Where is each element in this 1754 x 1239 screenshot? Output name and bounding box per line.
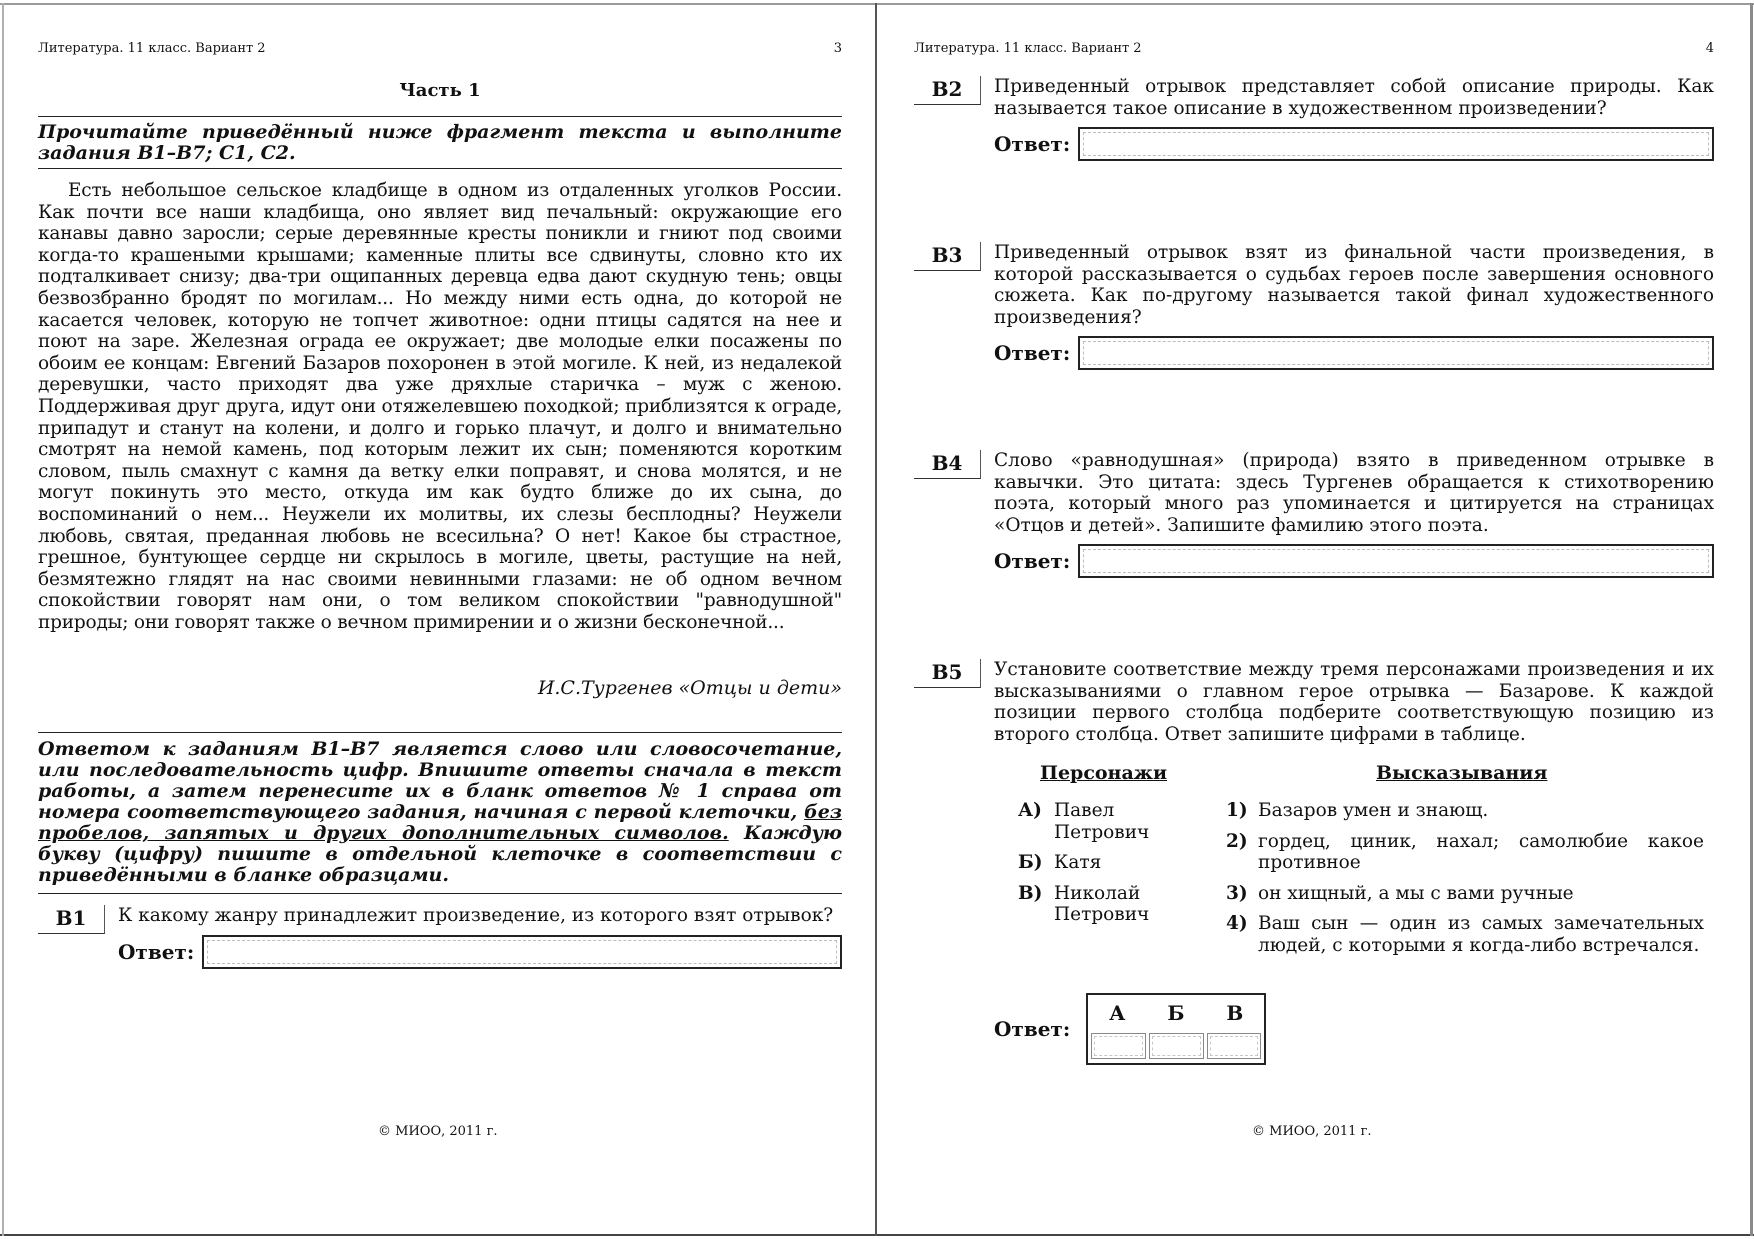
task-b1 — [38, 905, 842, 969]
quote-key: 3) — [1226, 882, 1248, 904]
answer-label: Ответ: — [994, 1017, 1071, 1041]
passage-attribution: И.С.Тургенев «Отцы и дети» — [537, 677, 842, 699]
footer-copyright: © МИОО, 2011 г. — [1252, 1124, 1372, 1139]
quote-text: гордец, циник, нахал; самолюбие какое противное — [1258, 830, 1704, 874]
answer-label: Ответ: — [994, 341, 1071, 366]
rule — [38, 732, 842, 733]
quote-key: 2) — [1226, 830, 1248, 852]
left-page — [38, 0, 842, 1239]
characters-list — [1018, 800, 1198, 935]
character-name: Павел Петрович — [1054, 800, 1150, 843]
task-b3 — [914, 242, 1714, 370]
answer-input-b1[interactable] — [202, 935, 842, 969]
answer-input-b4[interactable] — [1078, 544, 1714, 578]
running-head-title: Литература. 11 класс. Вариант 2 — [914, 41, 1142, 56]
quote-text: Базаров умен и знающ. — [1258, 800, 1489, 821]
task-b5 — [914, 659, 1714, 745]
quote-text: он хищный, а мы с вами ручные — [1258, 882, 1574, 904]
quote-text: Ваш сын — один из самых замечательных людей, с которыми я когда-либо встречался. — [1258, 913, 1704, 956]
intro-instruction: Прочитайте приведённый ниже фрагмент текста и выполните задания В1–В7; С1, С2. — [38, 121, 842, 164]
grid-header-v: В — [1226, 1001, 1244, 1025]
answer-input-b2[interactable] — [1078, 127, 1714, 161]
answer-cell-a[interactable] — [1091, 1033, 1146, 1059]
page-number: 3 — [833, 41, 842, 56]
answer-label: Ответ: — [994, 132, 1071, 157]
answer-label: Ответ: — [118, 939, 195, 964]
quotes-list — [1226, 800, 1704, 966]
quote-key: 1) — [1226, 800, 1248, 821]
page-number: 4 — [1705, 41, 1714, 56]
character-item — [1018, 883, 1198, 926]
character-key: В) — [1018, 882, 1043, 904]
answer-cell-b[interactable] — [1149, 1033, 1204, 1059]
task-label: В1 — [38, 905, 105, 934]
answer-grid-headers — [1088, 995, 1264, 1033]
character-key: Б) — [1018, 852, 1043, 874]
character-name: Катя — [1054, 852, 1102, 874]
answer-instruction — [38, 739, 842, 886]
part-title: Часть 1 — [399, 80, 481, 101]
answer-input-b3[interactable] — [1078, 336, 1714, 370]
answer-instruction-underlined: без пробелов, запятых и других дополнительных символов. — [38, 801, 842, 844]
character-item — [1018, 800, 1198, 843]
page-spread-divider — [875, 3, 877, 1236]
answer-row — [994, 127, 1714, 161]
footer-copyright: © МИОО, 2011 г. — [378, 1124, 498, 1139]
grid-header-a: А — [1109, 1001, 1126, 1025]
character-item — [1018, 852, 1198, 874]
literary-passage — [38, 180, 842, 633]
quote-item — [1226, 800, 1704, 822]
character-key: А) — [1018, 800, 1042, 821]
task-question: Приведенный отрывок представляет собой описание природы. Как называется такое описание в художественном произведении? — [994, 76, 1714, 119]
answer-grid-row — [994, 993, 1266, 1065]
task-label: В3 — [914, 242, 981, 271]
answer-instruction-part2: Каждую букву (цифру) пишите в отдельной клеточке в соответствии с приведёнными в бланке образцами. — [38, 822, 842, 886]
answer-row — [994, 336, 1714, 370]
running-head-title: Литература. 11 класс. Вариант 2 — [38, 41, 266, 56]
answer-row — [118, 935, 842, 969]
passage-text: Есть небольшое сельское кладбище в одном из отдаленных уголков России. Как почти все наши кладбища, оно являет вид печальный: окружающие его канавы давно заросли; серые деревянные кресты поникли и гниют под своими когда-то крашеными крышами; каменные плиты все сдвинуты, словно кто их подталкивает снизу; два-три ощипанных деревца едва дают скудную тень; овцы безвозбранно бродят по могилам... Но между ними есть одна, до которой не касается человек, которую не топчет животное: одни птицы садятся на нее и поют на заре. Железная ограда ее окружает; две молодые елки посажены по обоим ее концам: Евгений Базаров похоронен в этой могиле. К ней, из недалекой деревушки, часто приходят два уже дряхлые старичка – муж с женою. Поддерживая друг друга, идут они отяжелевшею походкой; приблизятся к ограде, припадут и станут на колени, и долго и горько плачут, и долго и внимательно смотрят на немой камень, под которым лежит их сын; поменяются коротким словом, пыль смахнут с камня да ветку елки поправят, и снова молятся, и не могут покинуть это место, откуда им как будто ближе до их сына, до воспоминаний о нем... Неужели их молитвы, их слезы бесплодны? Неужели любовь, святая, преданная любовь не всесильна? О нет! Какое бы страстное, грешное, бунтующее сердце ни скрылось в могиле, цветы, растущие на ней, безмятежно глядят на нас своими невинными глазами: не об одном вечном спокойствии говорят нам они, о том великом спокойствии "равнодушной" природы; они говорят также о вечном примирении и о жизни бесконечной... — [38, 180, 842, 633]
task-label: В5 — [914, 659, 981, 688]
task-b4 — [914, 450, 1714, 578]
task-question: К какому жанру принадлежит произведение, из которого взят отрывок? — [118, 905, 834, 926]
quotes-header: Высказывания — [1376, 762, 1548, 784]
answer-instruction-part1: Ответом к заданиям В1–В7 является слово или словосочетание, или последовательность цифр. Впишите ответы сначала в текст работы, а затем перенесите их в бланк ответов № 1 справа от номера соответствующего задания, начиная с первой клеточки, — [38, 738, 842, 823]
page-frame-right — [1750, 3, 1753, 1236]
right-page — [914, 0, 1714, 1239]
task-question: Установите соответствие между тремя персонажами произведения и их высказываниями о главном герое отрывка — Базарове. К каждой позиции первого столбца подберите соответствующую позицию из второго столбца. Ответ запишите цифрами в таблице. — [994, 659, 1714, 745]
answer-row — [994, 544, 1714, 578]
task-label: В4 — [914, 450, 981, 479]
page-frame-left — [2, 3, 4, 1236]
rule — [38, 168, 842, 169]
answer-cell-v[interactable] — [1207, 1033, 1262, 1059]
quote-key: 4) — [1226, 913, 1248, 935]
task-question: Слово «равнодушная» (природа) взято в приведенном отрывке в кавычки. Это цитата: здесь Тургенев обращается к стихотворению поэта, который много раз упоминается и цитируется на страницах «Отцов и детей». Запишите фамилию этого поэта. — [994, 450, 1714, 536]
task-b2 — [914, 76, 1714, 161]
character-name: Николай Петрович — [1054, 882, 1150, 926]
quote-item — [1226, 913, 1704, 956]
answer-label: Ответ: — [994, 549, 1071, 574]
characters-header: Персонажи — [1040, 762, 1168, 784]
grid-header-b: Б — [1167, 1001, 1185, 1025]
task-label: В2 — [914, 76, 981, 105]
running-head — [38, 41, 842, 56]
answer-grid — [1086, 993, 1266, 1065]
answer-grid-cells — [1088, 1033, 1264, 1059]
quote-item — [1226, 883, 1704, 905]
task-question: Приведенный отрывок взят из финальной части произведения, в которой рассказывается о судьбах героев после завершения основного сюжета. Как по-другому называется такой финал художественного произведения? — [994, 242, 1714, 328]
running-head — [914, 41, 1714, 56]
rule — [38, 893, 842, 894]
rule — [38, 116, 842, 117]
quote-item — [1226, 831, 1704, 874]
